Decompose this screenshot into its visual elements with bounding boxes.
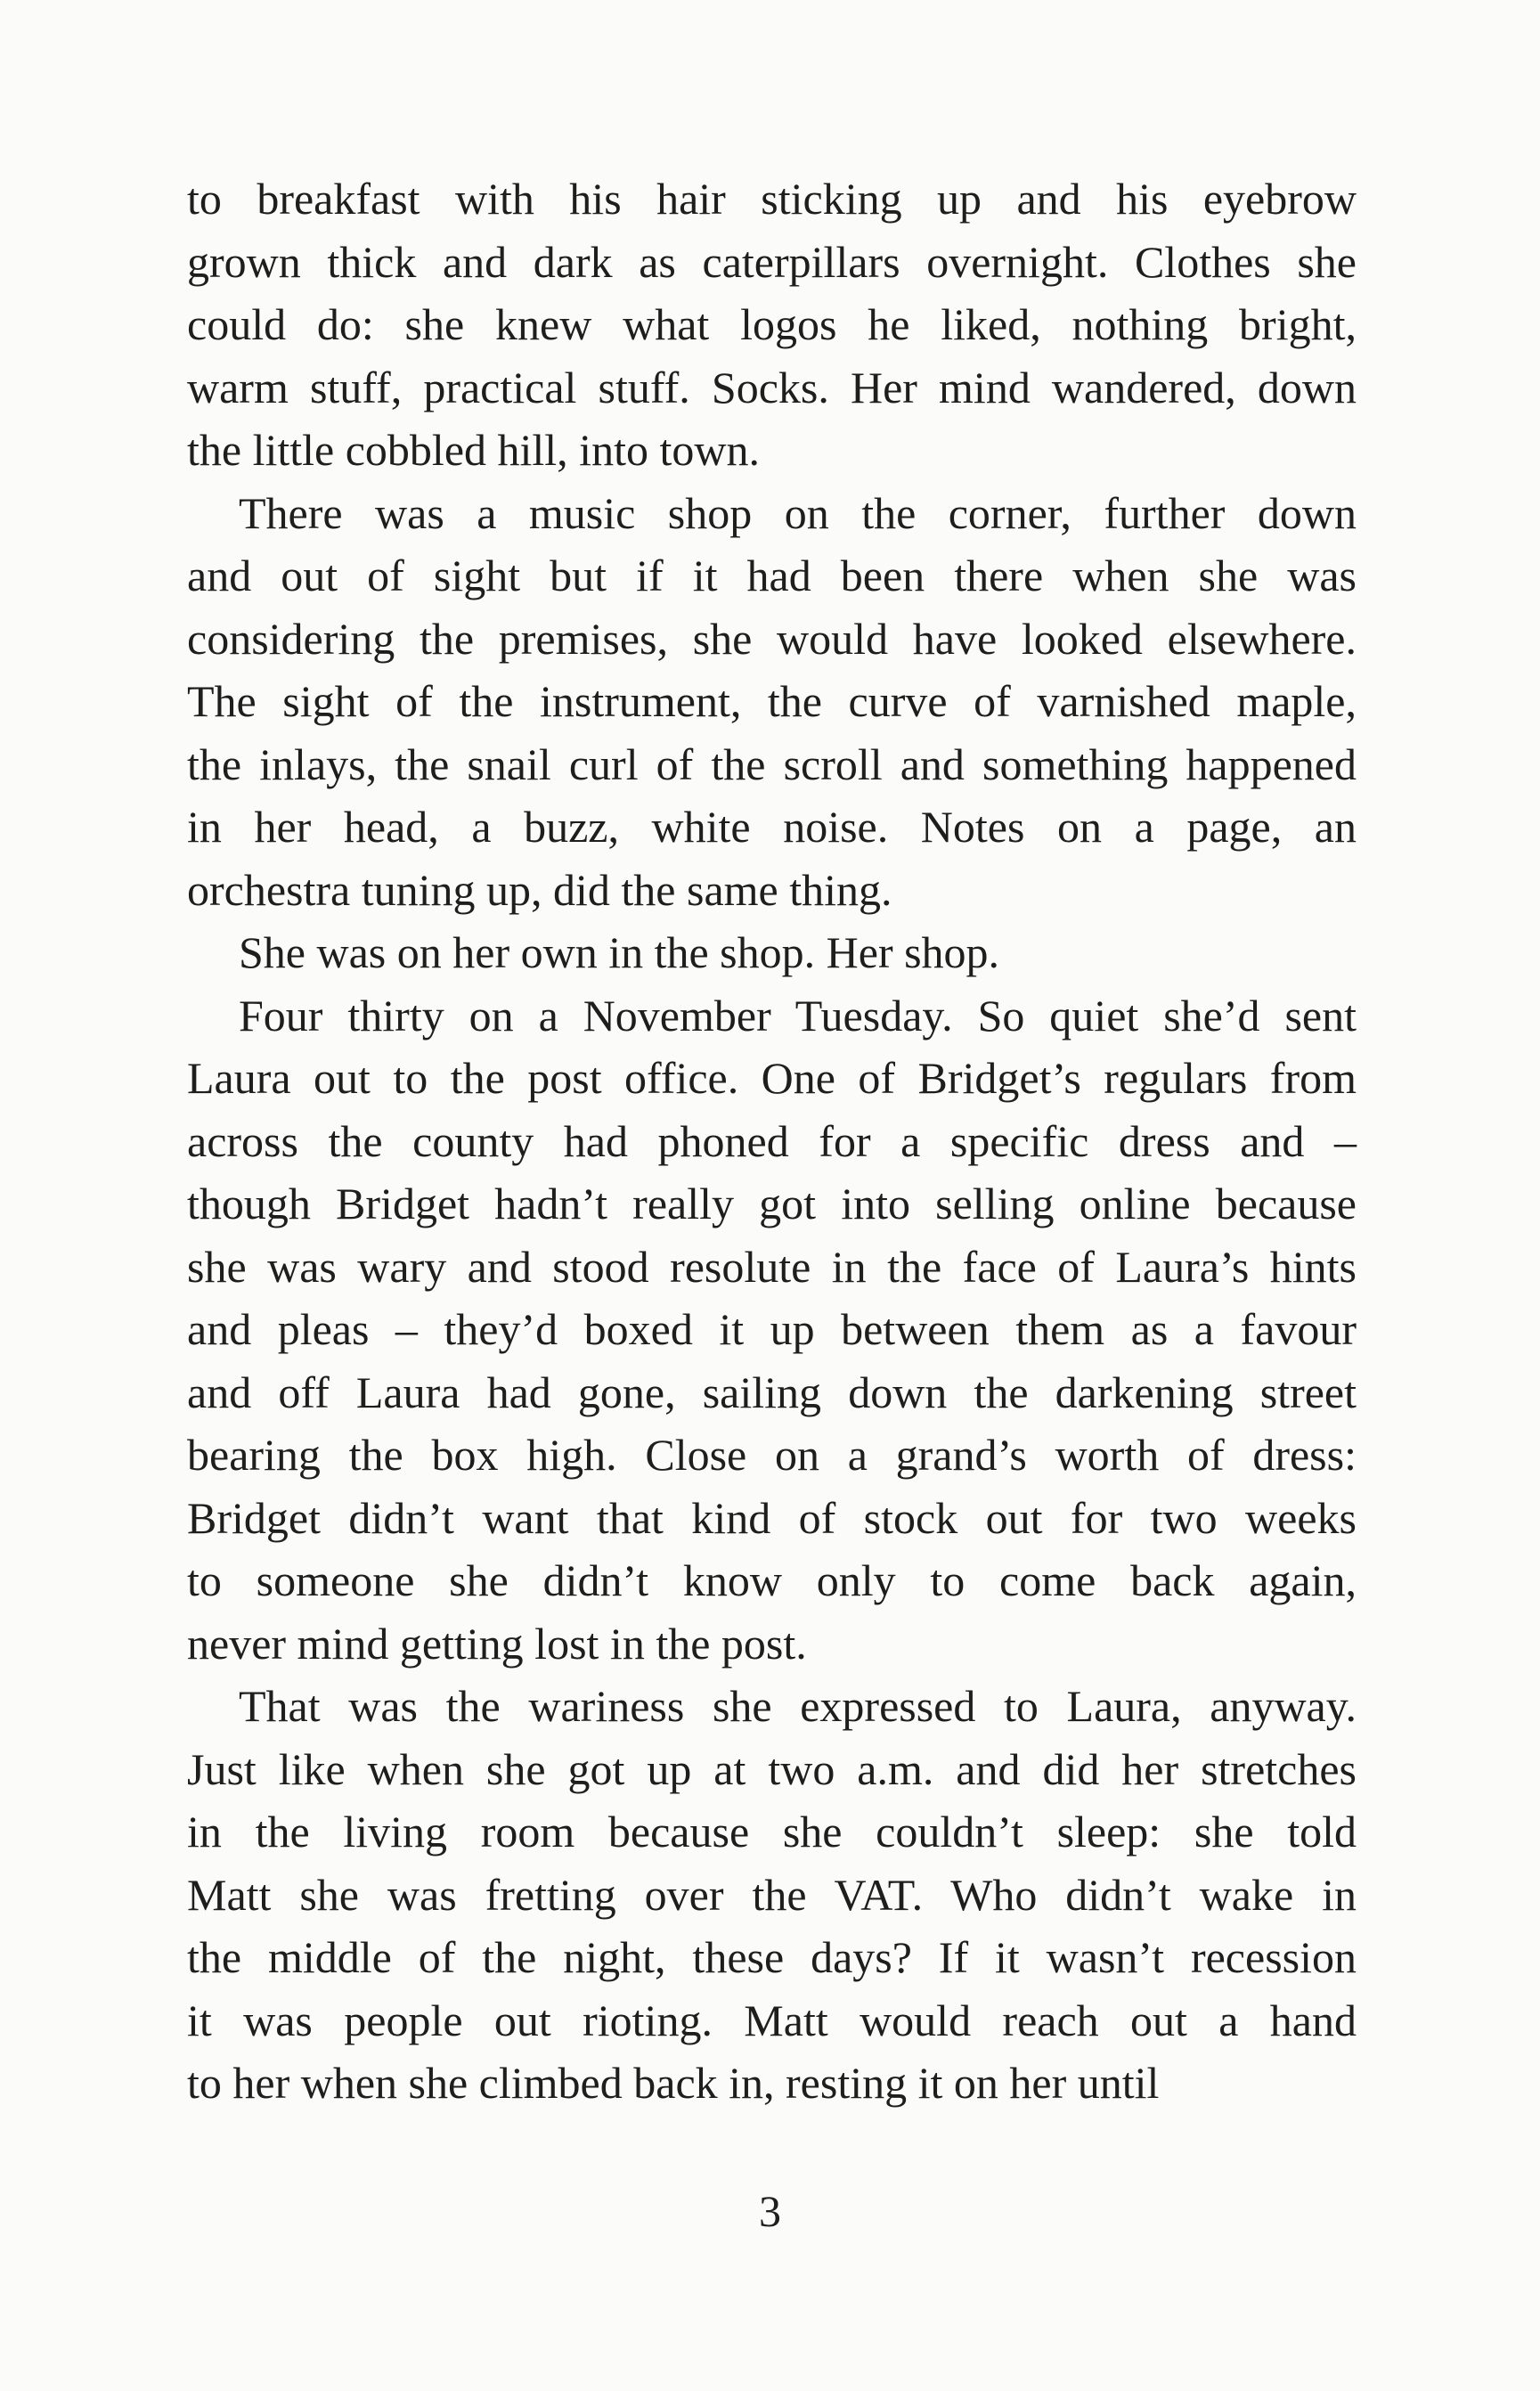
paragraph	[187, 984, 1357, 1676]
text-line: in the living room because she couldn’t sleep: she told	[187, 1807, 1357, 1856]
text-line: She was on her own in the shop. Her shop.	[239, 927, 1000, 977]
text-line: orchestra tuning up, did the same thing.	[187, 864, 892, 915]
text-line: in her head, a buzz, white noise. Notes on a page, an	[187, 802, 1357, 852]
text-line: and out of sight but if it had been there when she was	[187, 551, 1357, 600]
text-line: across the county had phoned for a specific dress and –	[187, 1115, 1357, 1166]
text-line: to someone she didn’t know only to come back again,	[187, 1555, 1357, 1605]
body-text	[187, 167, 1357, 2115]
text-line: That was the wariness she expressed to Laura, anyway.	[239, 1681, 1357, 1731]
text-line: could do: she knew what logos he liked, nothing bright,	[187, 299, 1357, 349]
text-line: Just like when she got up at two a.m. and did her stretches	[187, 1743, 1357, 1794]
text-line: the inlays, the snail curl of the scroll and something happened	[187, 739, 1357, 789]
text-line: she was wary and stood resolute in the face of Laura’s hints	[187, 1241, 1357, 1292]
paragraph	[187, 482, 1357, 922]
text-line: to breakfast with his hair sticking up and his eyebrow	[187, 174, 1357, 224]
text-line: to her when she climbed back in, resting it on her until	[187, 2058, 1160, 2108]
paragraph	[187, 1675, 1357, 2115]
text-line: never mind getting lost in the post.	[187, 1618, 807, 1669]
text-line: considering the premises, she would have looked elsewhere.	[187, 613, 1357, 664]
text-line: Bridget didn’t want that kind of stock out for two weeks	[187, 1492, 1357, 1543]
page-number	[0, 2184, 1540, 2238]
paragraph	[187, 921, 1357, 984]
text-line: Four thirty on a November Tuesday. So quiet she’d sent	[239, 990, 1357, 1040]
text-line: though Bridget hadn’t really got into selling online because	[187, 1179, 1357, 1228]
text-line: The sight of the instrument, the curve of varnished maple,	[187, 676, 1357, 726]
text-line: Laura out to the post office. One of Bridget’s regulars from	[187, 1053, 1357, 1103]
text-line: Matt she was fretting over the VAT. Who didn’t wake in	[187, 1869, 1357, 1920]
text-line: the little cobbled hill, into town.	[187, 425, 760, 475]
text-line: the middle of the night, these days? If it wasn’t recession	[187, 1932, 1357, 1982]
text-line: bearing the box high. Close on a grand’s worth of dress:	[187, 1430, 1357, 1480]
text-line: There was a music shop on the corner, further down	[239, 487, 1357, 538]
text-line: and off Laura had gone, sailing down the darkening street	[187, 1367, 1357, 1417]
text-line: warm stuff, practical stuff. Socks. Her mind wandered, down	[187, 362, 1357, 412]
text-line: grown thick and dark as caterpillars overnight. Clothes she	[187, 236, 1357, 287]
page-number-label: 3	[759, 2186, 781, 2236]
text-line: it was people out rioting. Matt would reach out a hand	[187, 1995, 1357, 2045]
paragraph	[187, 167, 1357, 482]
text-line: and pleas – they’d boxed it up between them as a favour	[187, 1304, 1357, 1354]
